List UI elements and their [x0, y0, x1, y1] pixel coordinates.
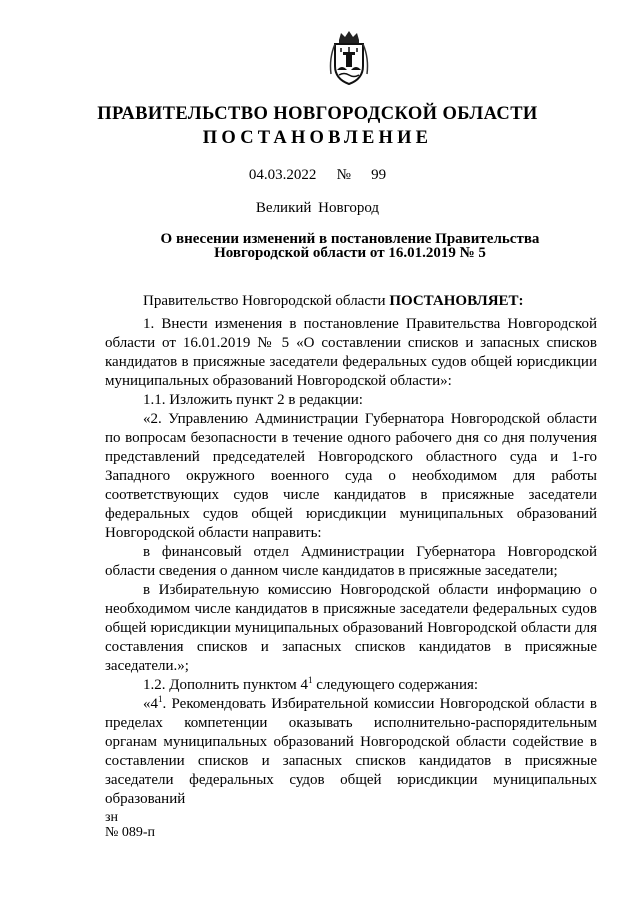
number-sign: №	[336, 167, 351, 183]
internal-reference: № 089-п	[105, 825, 156, 840]
coat-of-arms-icon	[326, 30, 372, 86]
document-type: ПОСТАНОВЛЕНИЕ	[202, 128, 433, 148]
date-and-number	[0, 167, 635, 184]
paragraph-4-1: «$4^1$. Рекомендовать Избирательной комиссии Новгородской области в пределах компетенции оказывать исполнительно-распорядительным органам муниципальных образований Новгородской области содействие в составлении списков и запасных списков кандидатов в присяжные заседатели федеральных судов общей юрисдикции муниципальных образований	[105, 694, 597, 807]
document-number: 99	[371, 167, 387, 183]
government-title: ПРАВИТЕЛЬСТВО НОВГОРОДСКОЙ ОБЛАСТИ	[97, 104, 538, 124]
author-initials: зн	[105, 810, 119, 825]
city: Великий Новгород	[255, 200, 380, 216]
document-subject	[140, 232, 560, 260]
document-body	[105, 292, 597, 809]
paragraph-1: 1. Внести изменения в постановление Правительства Новгородской области от 16.01.2019 № 5 «О составлении списков и запасных списков кандидатов в присяжные заседатели федеральных судов общей юрисдикции муниципальных образований Новгородской области»:	[105, 316, 597, 389]
preamble-decree: ПОСТАНОВЛЯЕТ:	[389, 293, 524, 309]
paragraph-1-2: 1.2. Дополнить пунктом $4^1$ следующего содержания:	[143, 675, 479, 693]
paragraph-2-a: в финансовый отдел Администрации Губернатора Новгородской области сведения о данном числе кандидатов в присяжные заседатели;	[105, 544, 597, 579]
preamble	[105, 292, 597, 311]
preamble-text: Правительство Новгородской области	[143, 293, 390, 309]
subject-line-1: О внесении изменений в постановление Правительства	[160, 231, 540, 247]
paragraph-2-b: в Избирательную комиссию Новгородской области информацию о необходимом числе кандидатов в присяжные заседатели федеральных судов общей юрисдикции муниципальных образований Новгородской области для составления списков и запасных списков кандидатов в присяжные заседатели.»;	[105, 582, 597, 674]
paragraph-2: «2. Управлению Администрации Губернатора Новгородской области по вопросам безопасности в течение одного рабочего дня со дня получения представлений председателей Новгородского областного суда и 1-го Западного окружного военного суда о необходимом для работы соответствующих судов числе кандидатов в присяжные заседатели федеральных судов общей юрисдикции муниципальных образований Новгородской области направить:	[105, 411, 597, 541]
paragraph-1-1: 1.1. Изложить пункт 2 в редакции:	[143, 392, 363, 408]
subject-line-2: Новгородской области от 16.01.2019 № 5	[214, 245, 486, 261]
footer	[105, 810, 155, 840]
document-date: 04.03.2022	[248, 167, 317, 183]
